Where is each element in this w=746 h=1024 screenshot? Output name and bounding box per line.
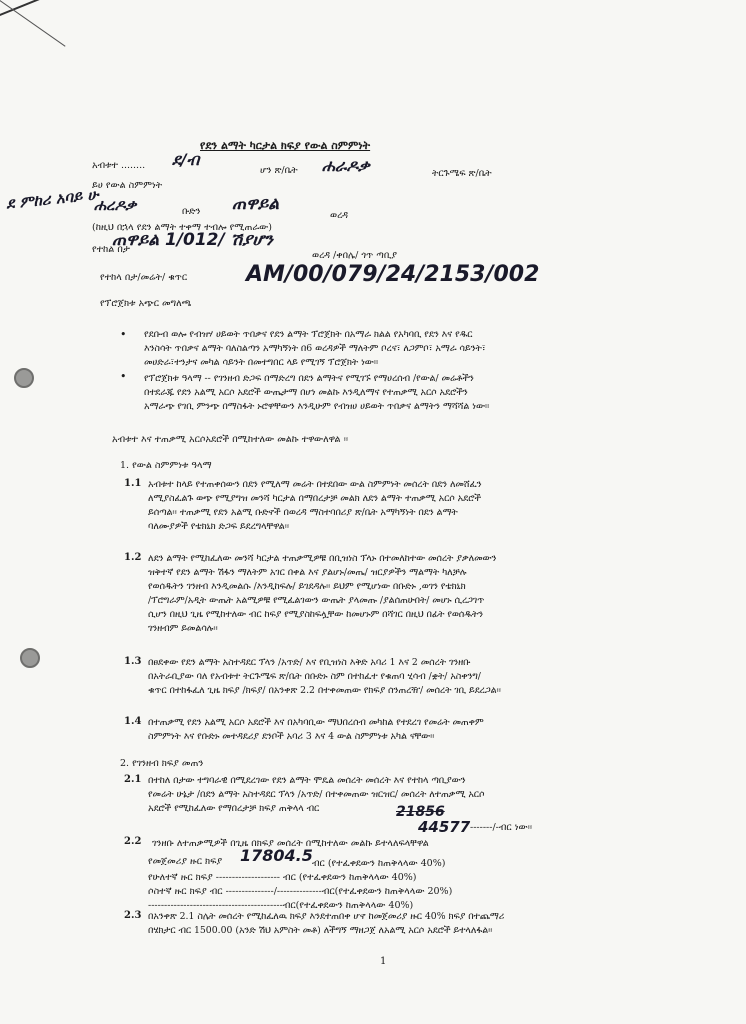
clause-1-2 — [148, 552, 688, 636]
clause-line: ባለሙያዎች የቴክኒክ ድጋፍ ይደረግላቸዋል፡፡ — [148, 521, 290, 532]
clause-line: በተጠቃሚ የደን አልሚ አርሶ አደሮች እና በአካባቢው ማህበረሰብ መካከል የተደረገ የመሬት መጠቀም — [148, 717, 484, 728]
section2-heading: 2. የገንዘብ ክፍያ መጠን — [120, 758, 204, 769]
hw-amount-correct: 44577 — [418, 818, 471, 836]
field-row5-label: የተከል በታ — [92, 244, 130, 255]
bullet-line: መሀድራ፣ተንታና መካል ሳይንት በመተግበር ላይ የሚገኝ ፕሮጀክት ነው። — [144, 357, 379, 368]
clause-number: 1.2 — [124, 552, 142, 563]
clause-line: /ፕሮግራም/አዲት ውጤት አልሚዎቹ የሚፈልገውን ውጤት ያላመጡ /ያልሰጠሁበት/ መሆኑ ሲረጋገጥ — [148, 595, 485, 606]
clause-line: ለሚያስፈልጉ ወጭ የሚያግዝ መንሻ ካርታል በማበረታቻ መልክ ለደን ልማት ተጠቃሚ አርሶ አደሮች — [148, 493, 481, 504]
clause-number: 2.1 — [124, 774, 142, 785]
pen-mark-2 — [0, 0, 66, 47]
field-row5-end: ወረዳ /ቀበሌ/ ጎጥ ጣቢያ — [312, 250, 398, 261]
clause-number: 1.4 — [124, 716, 142, 727]
document-title: የደን ልማት ካርታል ክፍያ የውል ስምምነት — [200, 139, 371, 152]
hw-row1-value: ደ/ብ — [172, 150, 200, 169]
hw-row3-mid-value: ጠዋይል — [232, 194, 280, 214]
hw-parcel-number: AM/00/079/24/2153/002 — [246, 262, 540, 287]
clause-2-2-lead: ገንዘቡ ለተጠቃሚዎች በጊዜ በክፍያ መሰረት በሚከተለው መልኩ ይተላለፍላቸዋል — [152, 838, 429, 849]
clause-line: በፀደቀው የደን ልማት አስተዳደር ፕላን /አጥድ/ እና የቢዝነስ እቅድ አባሪ 1 እና 2 መሰረት ገንዘቡ — [148, 657, 471, 668]
bullet-1 — [144, 328, 684, 370]
clause-number: 2.2 — [124, 836, 142, 847]
clause-line: በተከለ በታው ተግባራዊ በሚደረገው የደን ልማት ሞዴል መሰረት መሰረት እና የተከላ ጣቢያውን — [148, 775, 466, 786]
hw-first-payment: 17804.5 — [240, 846, 313, 865]
page-number: 1 — [380, 956, 387, 967]
field-row6-label: የተከላ በታ/መሬት/ ቁጥር — [100, 272, 188, 283]
clause-1-3 — [148, 656, 688, 698]
field-row1-label: አብቱተ ........ — [92, 160, 146, 171]
hw-row1-mid-value: ሐራዶቃ — [322, 156, 370, 175]
bullet-2 — [144, 372, 684, 414]
clause-line: የወሰዱትን ገንዘብ እንዲመልሱ /እንዲከፍሉ/ ይገደዳሉ፡፡ ይህም የሚሆነው በቡድኑ ,ወገን የቴክኒክ — [148, 581, 466, 592]
field-row1-mid: ሆን ጽ/ቤት — [260, 165, 298, 176]
field-row3-mid: ቡድን — [182, 206, 201, 217]
clause-line: ሲሆን በዚህ ጊዜ የሚከተለው ብር ከፍያ የሚያስከፍሏቸው ከመሆኑም በሻገር በዚህ በፊት የወሰዱትን — [148, 609, 483, 620]
intro-text: አብቱተ እና ተጠቃሚ አርሶአደሮች በሚከተለው መልኩ ተዋውለዋል ፡፡ — [112, 434, 349, 445]
clause-line: በሄክታር ብር 1500.00 (አንድ ሽህ አምስት መቶ) ለችግኝ ማዘጋጀ ለአልሚ አርሶ አደሮች ይተላለፋል፡፡ — [148, 925, 493, 936]
payment-row-4: ------------------------------------------ብር(የተፈቀደውን ከጠቅላላው 40%) — [148, 900, 414, 911]
field-row7: የፕሮጀክቱ አጭር መግለጫ — [100, 298, 192, 309]
clause-line: በአንቀጽ 2.1 ስሌት መሰረት የሚከፈለዉ ክፍያ እንደተጠበቀ ሆኖ ከመጀመሪያ ዙር 40% ክፍያ በተጨማሪ — [148, 911, 505, 922]
bullet-line: የፕሮጀክቱ ዓላማ -- የገንዘብ ድጋፍ በማድረግ በደን ልማትና የሚገኙ የማሀረሰብ /የውል/ መሬቶችን — [144, 373, 474, 384]
hw-left-margin: ደ ምከሪ አባይ ሁ — [5, 185, 100, 213]
clause-line: ቁጥር በተከፋፈለ ጊዜ ክፍያ /ክፍያ/ በአንቀጽ 2.2 በተቀመጠው የክፍያ ሰንጠረዥ/ መሰረት ገቢ ይደረጋል፡፡ — [148, 685, 501, 696]
punch-hole-top — [14, 368, 34, 388]
field-row4: (ከዚህ በኋላ የደን ልማት ተቀማ ተብሎ የሚጠራው) — [92, 222, 273, 233]
clause-line: አደሮች የሚከፈለው የማበረታቻ ክፍያ ጠቅላላ ብር — [148, 803, 320, 814]
clause-number: 1.1 — [124, 478, 142, 489]
clause-1-4 — [148, 716, 688, 744]
clause-line: በአትራቢያው ባለ የአብቱተ ትርጉሜፍ ጽ/ቤት በቡድኑ ስም በተከፈተ የቁጠባ ሂሳብ /ቋት/ አስቀንግ/ — [148, 671, 481, 682]
clause-line: የመሬት ሁኔታ /በደን ልማት አስተዳደር ፕላን /አጥድ/ በተቀመጠው ዝርዝር/ መሰረት ለተጠቃሚ አርሶ — [148, 789, 485, 800]
clause-line: ገንዘብም ይመልሳሉ፡፡ — [148, 623, 218, 634]
clause-line: ይሰጣል፡፡ ተጠቃሚ የደን አልሚ ቡድኖች በወረዳ ማስተባበሪያ ጽ/ቤት አማካኝነት በደን ልማት — [148, 507, 458, 518]
field-row2-mid: ትርጉሜፍ ጽ/ቤት — [432, 168, 492, 179]
clause-number: 2.3 — [124, 910, 142, 921]
hw-row3-left: ሐረዶቃ — [94, 196, 137, 214]
field-row3-end: ወረዳ — [330, 210, 349, 221]
clause-line: ለደን ልማት የሚከፈለው መንሻ ካርታል ተጠቃሚዎቹ በቢዝነስ ፕላኑ በተመለከተው መሰረት ያቃለመውን — [148, 553, 497, 564]
punch-hole-bottom — [20, 648, 40, 668]
clause-2-3 — [148, 910, 688, 938]
payment-row-2: የሁለተኛ ዙር ክፍያ -------------------- ብር (የተፈቀደውን ከጠቅላላው 40%) — [148, 872, 417, 883]
bullet-dot: • — [120, 328, 127, 341]
payment-row-3: ሶስተኛ ዙር ክፍያ ብር ---------------/--------------ብር(የተፈቀደውን ከጠቅላላው 20%) — [148, 886, 453, 897]
payment-row-1-note: ብር (የተፈቀደውን ከጠቅላላው 40%) — [312, 858, 446, 869]
clause-2-1-tail: -------/-ብር ነው፡፡ — [470, 822, 533, 833]
bullet-line: የደቡብ ወሎ የብዝሃ ሀይወት ጥበቃና የደን ልማት ፕሮጀክት በአማራ ክልል የአካባቢ የደን እና የዱር — [144, 329, 473, 340]
clause-line: አብቱተ ከላይ የተጠቀሰውን በደን የሚለማ መሬት በተደበው ውል ስምምነት መሰረት በደን ለመሸፈን — [148, 479, 482, 490]
clause-line: ዝቅተኛ የደን ልማት ሽፋን ማለትም አገር በቀል እና ያልሆኑ/መጤ/ ዝርያዎችን ማልማት ካለቻሉ — [148, 567, 467, 578]
clause-line: ስምምነት እና የቡድኑ መተዳደሪያ ደንቦች አባሪ 3 እና 4 ውል ስምምነቱ አካል ናቸው፡፡ — [148, 731, 435, 742]
bullet-line: እንስሳት ጥበቃና ልማት ባለስልጣን አማካኝነት በ6 ወረዳዎች ማለትም ቦረና፣ ለጋምቦ፣ አማራ ሳይንት፣ — [144, 343, 486, 354]
pen-mark — [0, 0, 64, 23]
clause-1-1 — [148, 478, 688, 534]
hw-row5-value: ጠዋይል 1/012/ ሽያሆን — [112, 230, 273, 250]
bullet-line: አማራጭ የገቢ ምንጭ በማስፋት ኑሮዋቸውን እንዲሁም የብዝሀ ሀይወት ጥበቃና ልማትን ማሻሻል ነው። — [144, 401, 490, 412]
field-row2-label: ይሀ የውል ስምምነት — [92, 180, 163, 191]
clause-number: 1.3 — [124, 656, 142, 667]
bullet-line: በተደራጁ የደን አልሚ አርሶ አደሮች ውጤታማ በሆነ መልኩ እንዲለማና የተጠቃሚ አርሶ አደሮችን — [144, 387, 468, 398]
bullet-dot: • — [120, 370, 127, 383]
hw-amount-struck: 21856 — [396, 804, 445, 820]
payment-row-1-label: የመጀመሪያ ዙር ክፍያ — [148, 856, 223, 867]
section1-heading: 1. የውል ስምምነቱ ዓላማ — [120, 460, 212, 471]
